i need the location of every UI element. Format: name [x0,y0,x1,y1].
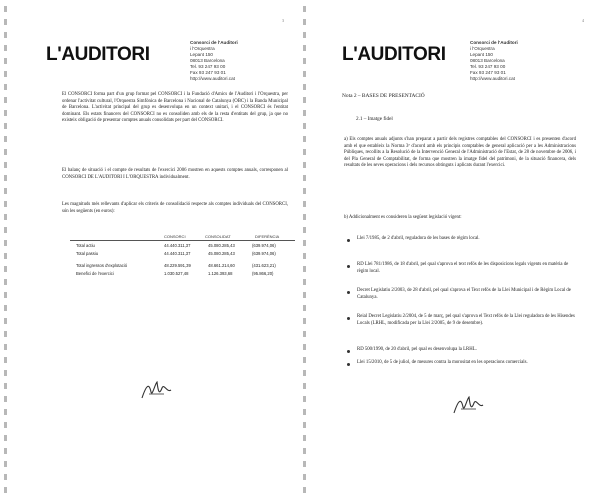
binding-hole [303,409,306,415]
column-header: CONSOLIDAT [205,234,231,239]
binding-hole [4,32,7,38]
binding-hole [4,149,7,155]
cell-value: (95.866,20) [252,271,274,276]
binding-hole [303,279,306,285]
bullet-icon [346,238,352,244]
binding-hole [303,318,306,324]
binding-hole [303,253,306,259]
bullet-icon [346,316,352,322]
binding-hole [4,383,7,389]
binding-hole [303,448,306,454]
binding-hole [303,188,306,194]
paragraph-group-structure: El CONSORCI forma part d'un grup format pel CONSORCI i la Fundació d'Amics de l'Auditori i l'Orquestra, per ordenar l'activitat cultural, l'Orquestra Simfònica de Barcelona i Nacional de Catalunya (OBC) i la Banda Municipal de Barcelona. L'activitat principal del grup es desenvolupa en un context unitari, i el CONSORCI és l'entitat dominant. Els estats financers del CONSORCI no es consoliden amb els de la resta d'entitats del grup, ja que no existeix obligació de presentar comptes anuals consolidats per part del CONSORCI. [62,92,288,124]
binding-hole [4,123,7,129]
address-line: Fax 93 247 93 01 [190,70,226,75]
binding-hole [303,162,306,168]
table-row [70,251,295,258]
binding-hole [4,331,7,337]
address-block [190,40,238,82]
cell-value: 45.080.285,43 [208,251,235,256]
binding-hole [4,58,7,64]
bullet-icon [346,290,352,296]
binding-hole [4,357,7,363]
binding-hole [303,435,306,441]
binding-hole [303,32,306,38]
binding-hole [303,331,306,337]
row-label: Total passiu [76,251,99,256]
binding-hole [303,175,306,181]
binding-hole [303,266,306,272]
binding-hole [4,253,7,259]
auditori-logo: L'AUDITORI [46,44,150,65]
address-line: Consorci de l'Auditori [190,40,238,45]
address-line: Tel. 93 247 93 00 [190,64,226,69]
cell-value: 1.030.527,48 [164,271,189,276]
binding-hole [4,188,7,194]
binding-hole [4,305,7,311]
address-line: Lepant 150 [190,52,213,57]
binding-hole [4,448,7,454]
page-number: 3 [282,18,284,23]
binding-hole [4,136,7,142]
cell-value: (431.623,21) [252,263,276,268]
binding-hole [303,58,306,64]
binding-hole [4,19,7,25]
binding-hole [303,71,306,77]
row-label: Total ingressos d'explotació [76,263,128,268]
legislation-item: Llei 7/1985, de 2 d'abril, reguladora de les bases de règim local. [357,236,480,241]
binding-hole [303,110,306,116]
binding-hole [4,409,7,415]
table-row [70,263,295,270]
signature-mark [452,393,486,417]
binding-hole [303,19,306,25]
binding-hole [303,383,306,389]
binding-hole [4,45,7,51]
binding-hole [4,84,7,90]
binding-hole [4,487,7,493]
cell-value: (639.974,06) [252,251,276,256]
binding-hole [303,201,306,207]
address-line: Lepant 150 [470,52,493,57]
binding-hole [4,71,7,77]
binding-hole [4,110,7,116]
binding-hole [303,474,306,480]
legislation-item: Llei 15/2010, de 5 de juliol, de mesures contra la morositat en les operacions comercials. [357,360,528,365]
binding-hole [4,214,7,220]
bullet-icon [346,362,352,368]
cell-value: 48.661.214,60 [208,263,235,268]
paragraph-consolidation-intro: Les magnituds més rellevants d'aplicar els criteris de consolidació respecte als comptes individuals del CONSORCI, són les següents (en euros): [62,202,288,214]
address-block [470,40,518,82]
table-row [70,271,295,278]
address-line: http://www.auditori.cat [190,76,235,81]
cell-value: 45.080.285,43 [208,243,235,248]
binding-hole [303,149,306,155]
row-label: Benefici de l'exercici [76,271,114,276]
binding-hole [303,370,306,376]
binding-hole [303,97,306,103]
binding-hole [4,279,7,285]
address-line: Tel. 93 247 93 00 [470,64,506,69]
address-line: http://www.auditori.cat [470,76,515,81]
binding-hole [303,487,306,493]
column-header: DIFERÈNCIA [255,234,280,239]
table-row [70,243,295,250]
signature-mark [140,378,174,402]
auditori-logo: L'AUDITORI [342,44,446,65]
left-page [0,0,300,423]
binding-hole [303,344,306,350]
address-line: 08013 Barcelona [470,58,505,63]
legislation-item: Decret Legislatiu 2/2003, de 28 d'abril, pel qual s'aprova el Text refós de la Llei Municipal i de Règim Local de Catalunya. [357,288,571,300]
page-number: 4 [582,18,584,23]
address-line: 08013 Barcelona [190,58,225,63]
binding-hole [303,6,306,12]
binding-hole [4,175,7,181]
binding-hole [4,6,7,12]
binding-hole [4,318,7,324]
row-label: Total actiu [76,243,95,248]
binding-hole [4,292,7,298]
consolidation-table [70,230,295,290]
binding-hole [303,240,306,246]
cell-value: 44.440.311,37 [164,251,191,256]
address-line: i l'Orquestra [470,46,495,51]
binding-hole [303,461,306,467]
binding-hole [4,227,7,233]
legislation-item: RD 500/1990, de 20 d'abril, pel qual es desenvolupa la LRHL. [357,347,477,352]
binding-hole [4,344,7,350]
binding-hole [303,45,306,51]
binding-hole [4,370,7,376]
column-header: CONSORCI [164,234,186,239]
binding-holes [303,6,308,417]
legislation-item: RD Llei 781/1986, de 18 d'abril, pel qual s'aprova el text refós de les disposicions legals vigents en matèria de règim local. [357,262,569,274]
binding-hole [303,123,306,129]
binding-hole [4,266,7,272]
binding-hole [303,84,306,90]
cell-value: (639.974,06) [252,243,276,248]
legislation-item: Reial Decret Legislatiu 2/2004, de 5 de març, pel qual s'aprova el Text refós de la Llei reguladora de les Hisendes Locals (LRHL, modificada per la Llei 2/2005, de 9 de desembre). [357,314,575,326]
section-subheading: 2.1 – Imatge fidel [356,116,393,122]
binding-hole [4,474,7,480]
binding-hole [4,201,7,207]
address-line: Fax 93 247 93 01 [470,70,506,75]
binding-hole [4,97,7,103]
binding-hole [303,305,306,311]
paragraph-individual-accounts: El balanç de situació i el compte de resultats de l'exercici 2006 mostren en aquests comptes anuals, corresponen al CONSORCI DE L'AUDITORI I L'ORQUESTRA individualment. [62,168,288,180]
binding-hole [4,162,7,168]
binding-hole [303,136,306,142]
binding-hole [303,227,306,233]
address-line: Consorci de l'Auditori [470,40,518,45]
cell-value: 48.229.591,39 [164,263,191,268]
table-header [70,230,295,241]
binding-hole [303,357,306,363]
binding-holes [4,6,9,417]
bullet-icon [346,264,352,270]
binding-hole [4,396,7,402]
cell-value: 44.440.311,37 [164,243,191,248]
paragraph-legislation-intro: b) Addicionalment es consideren la següent legislació vigent: [344,215,462,220]
binding-hole [4,240,7,246]
paragraph-true-image: a) Els comptes anuals adjunts s'han preparat a partir dels registres comptables del CONSORCI i es presenten d'acord amb el que estableix la Norma 3ª d'acord amb els principis comptables de general aplicació per a les Administracions Públiques, recollits a la Resolució de la Intervenció General de l'Administració de l'Estat, de 28 de novembre de 2006, i del Pla General de Comptabilitat, de forma que mostren la imatge fidel del patrimoni, de la situació financera, dels resultats de les seves operacions i dels recursos obtinguts i aplicats durant l'exercici. [344,137,576,169]
binding-hole [303,396,306,402]
cell-value: 1.126.393,68 [208,271,233,276]
binding-hole [4,435,7,441]
binding-hole [4,461,7,467]
binding-hole [303,292,306,298]
address-line: i l'Orquestra [190,46,215,51]
note-heading: Nota 2 – BASES DE PRESENTACIÓ [342,93,425,99]
binding-hole [303,214,306,220]
bullet-icon [346,349,352,355]
